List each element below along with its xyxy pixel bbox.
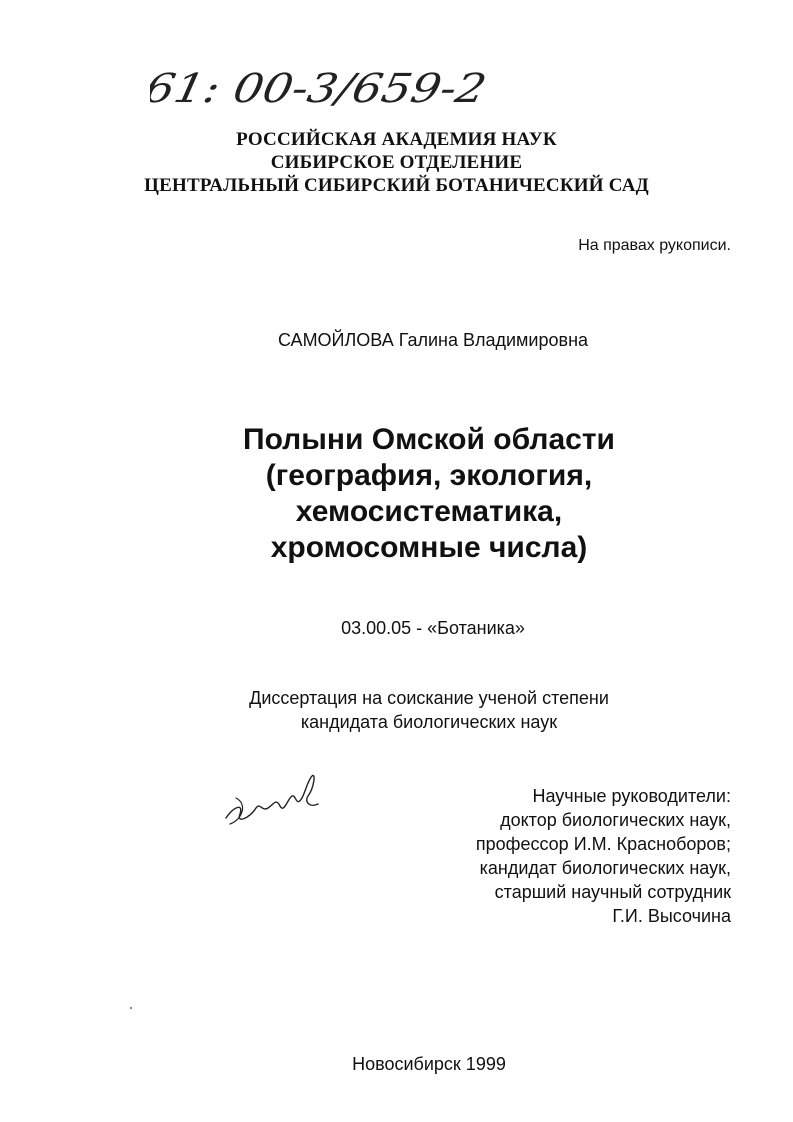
supervisor-line: профессор И.М. Красноборов; <box>475 834 731 854</box>
degree-statement <box>0 686 793 734</box>
institution-line-garden: ЦЕНТРАЛЬНЫЙ СИБИРСКИЙ БОТАНИЧЕСКИЙ САД <box>144 175 649 196</box>
title-line: хромосомные числа) <box>270 531 588 564</box>
supervisor-line: кандидат биологических наук, <box>479 858 731 878</box>
signature <box>222 768 322 830</box>
degree-line: Диссертация на соискание ученой степени <box>249 688 609 708</box>
handwritten-catalog-number-drawing <box>150 58 510 118</box>
signature-drawing <box>222 768 322 830</box>
title-line: хемосистематика, <box>295 495 563 528</box>
supervisor-line: старший научный сотрудник <box>494 882 731 902</box>
place-and-year: Новосибирск 1999 <box>352 1054 506 1074</box>
dissertation-title <box>0 422 793 566</box>
degree-line: кандидата биологических наук <box>300 712 558 732</box>
institution-line-branch: СИБИРСКОЕ ОТДЕЛЕНИЕ <box>270 152 523 173</box>
manuscript-note: На правах рукописи. <box>578 237 731 254</box>
supervisor-line: Г.И. Высочина <box>612 906 731 926</box>
institution-line-academy: РОССИЙСКАЯ АКАДЕМИЯ НАУК <box>236 129 557 150</box>
specialty-code: 03.00.05 - «Ботаника» <box>341 618 525 638</box>
supervisor-line: доктор биологических наук, <box>500 810 731 830</box>
author-name: САМОЙЛОВА Галина Владимировна <box>277 330 589 350</box>
supervisors-heading: Научные руководители: <box>532 786 731 806</box>
handwritten-catalog-number-text: 61: 00-3/659-2 <box>150 64 447 112</box>
handwritten-catalog-number <box>150 58 510 118</box>
scan-speck <box>130 1007 132 1009</box>
title-line: Полыни Омской области <box>243 423 615 456</box>
scientific-supervisors <box>476 784 731 928</box>
institution-header <box>0 128 793 197</box>
title-line: (география, экология, <box>265 459 593 492</box>
